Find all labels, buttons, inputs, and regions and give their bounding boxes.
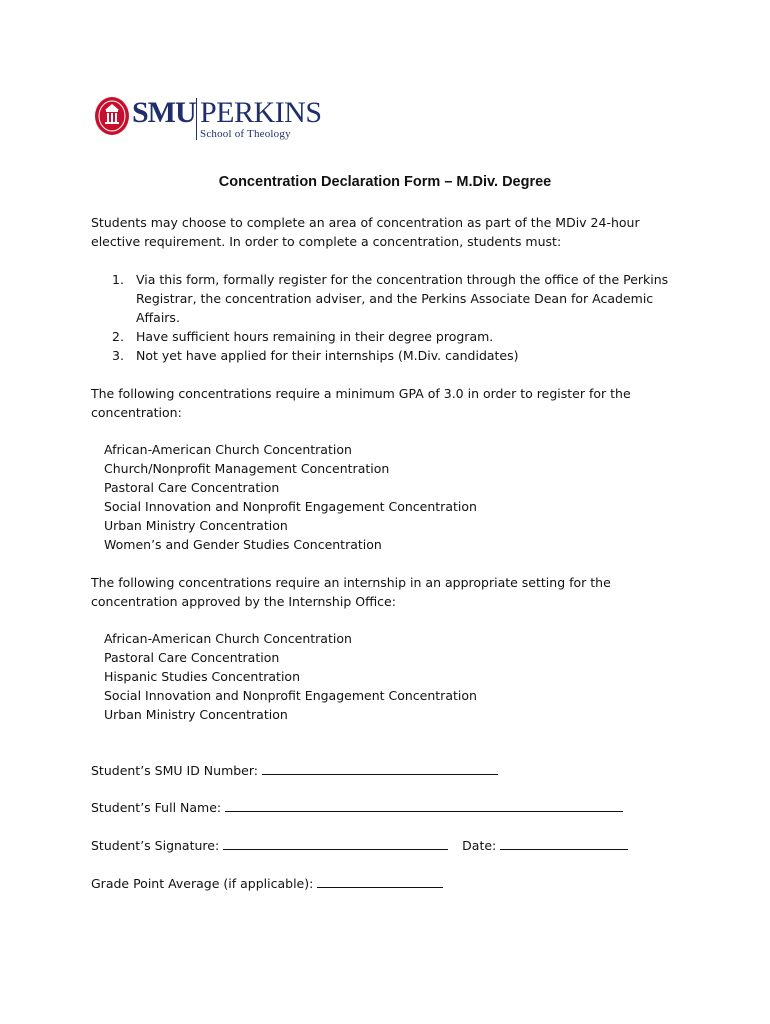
list-item: Social Innovation and Nonprofit Engagement Concentration (104, 688, 477, 703)
list-item: Social Innovation and Nonprofit Engagement Concentration (104, 499, 477, 514)
logo-divider (196, 98, 197, 140)
smu-id-label: Student’s SMU ID Number: (91, 763, 258, 778)
gpa-concentrations-list (104, 440, 604, 554)
smu-id-field[interactable] (262, 760, 498, 775)
logo-tagline: School of Theology (200, 128, 291, 140)
smu-seal-icon (94, 96, 130, 136)
logo-perkins-text: PERKINS (200, 96, 322, 129)
list-item: Women’s and Gender Studies Concentration (104, 537, 382, 552)
full-name-label: Student’s Full Name: (91, 800, 222, 815)
list-item: Pastoral Care Concentration (104, 480, 280, 495)
gpa-label: Grade Point Average (if applicable): (91, 876, 314, 891)
list-item: Urban Ministry Concentration (104, 707, 288, 722)
signature-row (91, 835, 628, 855)
smu-perkins-logo (94, 96, 324, 144)
list-item: African-American Church Concentration (104, 631, 352, 646)
list-item: Hispanic Studies Concentration (104, 669, 300, 684)
requirements-list (91, 270, 681, 365)
list-item: 2. Have sufficient hours remaining in their degree program. (112, 329, 494, 344)
list-item: Church/Nonprofit Management Concentration (104, 461, 390, 476)
date-label: Date: (462, 838, 497, 853)
internship-concentrations-list (104, 629, 604, 724)
gpa-requirement-paragraph: The following concentrations require a minimum GPA of 3.0 in order to register for the concentration: (91, 386, 631, 420)
list-item: African-American Church Concentration (104, 442, 352, 457)
list-item: Pastoral Care Concentration (104, 650, 280, 665)
intro-paragraph: Students may choose to complete an area of concentration as part of the MDiv 24-hour elective requirement. In order to complete a concentration, students must: (91, 215, 640, 249)
internship-requirement-paragraph: The following concentrations require an internship in an appropriate setting for the concentration approved by the Internship Office: (91, 575, 611, 609)
smu-id-row (91, 760, 498, 780)
signature-label: Student’s Signature: (91, 838, 220, 853)
list-item: 3. Not yet have applied for their internships (M.Div. candidates) (112, 348, 519, 363)
full-name-row (91, 797, 623, 817)
date-field[interactable] (500, 835, 628, 850)
logo-smu-text: SMU (132, 96, 196, 129)
list-item: Urban Ministry Concentration (104, 518, 288, 533)
gpa-field[interactable] (317, 873, 443, 888)
signature-field[interactable] (223, 835, 448, 850)
full-name-field[interactable] (225, 797, 623, 812)
list-item: 1. Via this form, formally register for the concentration through the office of the Perkins Registrar, the concentration adviser, and the Perkins Associate Dean for Academic Affairs. (112, 272, 669, 325)
gpa-row (91, 873, 443, 893)
page-title: Concentration Declaration Form – M.Div. Degree (218, 174, 552, 190)
